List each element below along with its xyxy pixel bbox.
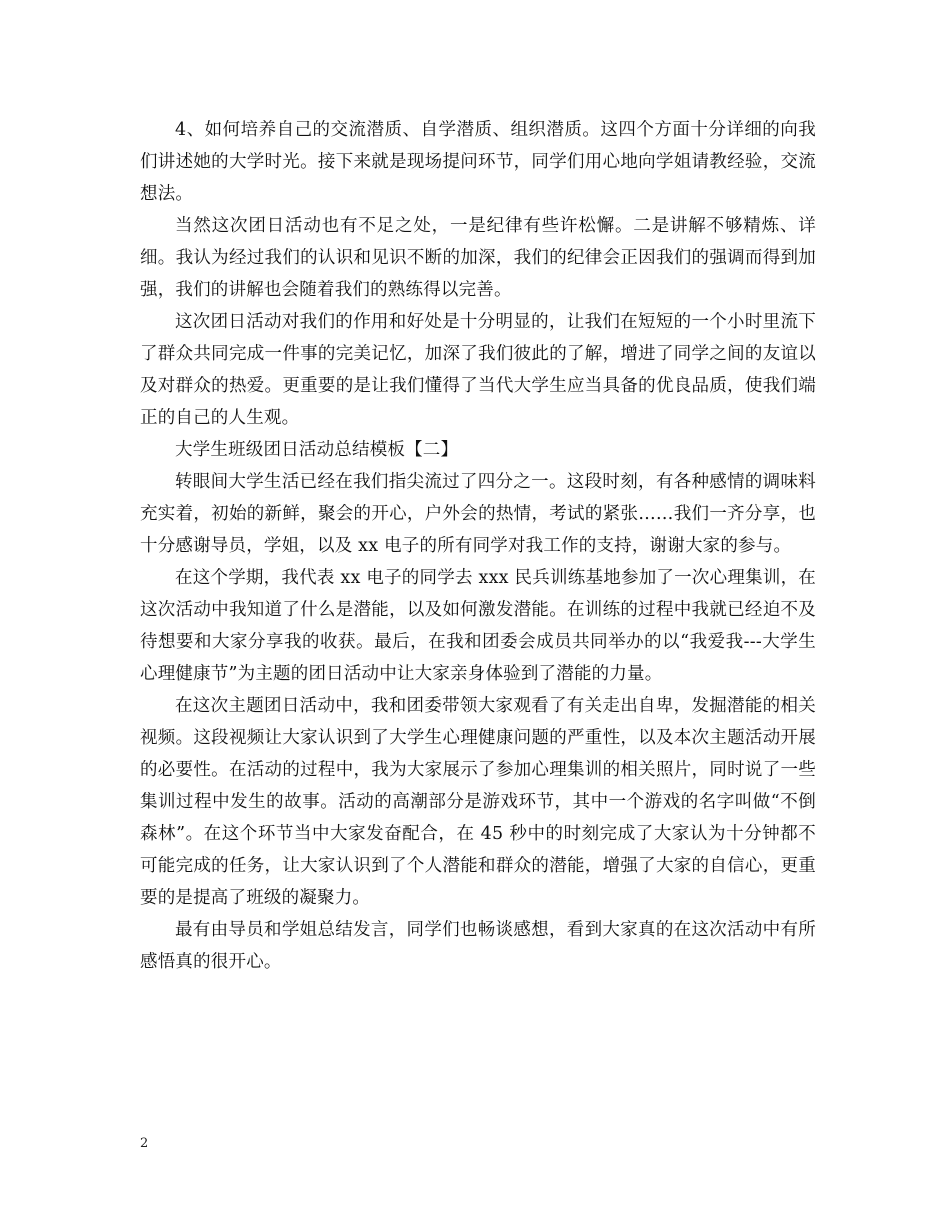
- section-heading: 大学生班级团日活动总结模板【二】: [175, 440, 459, 460]
- paragraph-intro-quarter: 转眼间大学生活已经在我们指尖流过了四分之一。这段时刻，有各种感情的调味料充实着，初始的新鲜，聚会的开心，户外会的热情，考试的紧张……我们一齐分享，也十分感谢导员，学姐，以及 xx 电子的所有同学对我工作的支持，谢谢大家的参与。: [140, 472, 816, 556]
- paragraph-closing: 最有由导员和学姐总结发言，同学们也畅谈感想，看到大家真的在这次活动中有所感悟真的很开心。: [140, 920, 816, 972]
- paragraph-shortcomings: 当然这次团日活动也有不足之处，一是纪律有些许松懈。二是讲解不够精炼、详细。我认为经过我们的认识和见识不断的加深，我们的纪律会正因我们的强调而得到加强，我们的讲解也会随着我们的熟练得以完善。: [140, 216, 816, 300]
- paragraph-benefits: 这次团日活动对我们的作用和好处是十分明显的，让我们在短短的一个小时里流下了群众共同完成一件事的完美记忆，加深了我们彼此的了解，增进了同学之间的友谊以及对群众的热爱。更重要的是让我们懂得了当代大学生应当具备的优良品质，使我们端正的自己的人生观。: [140, 312, 816, 428]
- paragraph-training: 在这个学期，我代表 xx 电子的同学去 xxx 民兵训练基地参加了一次心理集训，在这次活动中我知道了什么是潜能，以及如何激发潜能。在训练的过程中我就已经迫不及待想要和大家分享我的收获。最后，在我和团委会成员共同举办的以“我爱我---大学生心理健康节”为主题的团日活动中让大家亲身体验到了潜能的力量。: [140, 568, 816, 684]
- document-body: [140, 114, 816, 978]
- page-number: 2: [140, 1136, 149, 1151]
- paragraph-activity-details: 在这次主题团日活动中，我和团委带领大家观看了有关走出自卑，发掘潜能的相关视频。这段视频让大家认识到了大学生心理健康问题的严重性，以及本次主题活动开展的必要性。在活动的过程中，我为大家展示了参加心理集训的相关照片，同时说了一些集训过程中发生的故事。活动的高潮部分是游戏环节，其中一个游戏的名字叫做“不倒森林”。在这个环节当中大家发奋配合，在 45 秒中的时刻完成了大家认为十分钟都不可能完成的任务，让大家认识到了个人潜能和群众的潜能，增强了大家的自信心，更重要的是提高了班级的凝聚力。: [140, 696, 816, 908]
- paragraph-cultivation-tips: 4、如何培养自己的交流潜质、自学潜质、组织潜质。这四个方面十分详细的向我们讲述她的大学时光。接下来就是现场提问环节，同学们用心地向学姐请教经验，交流想法。: [140, 120, 816, 204]
